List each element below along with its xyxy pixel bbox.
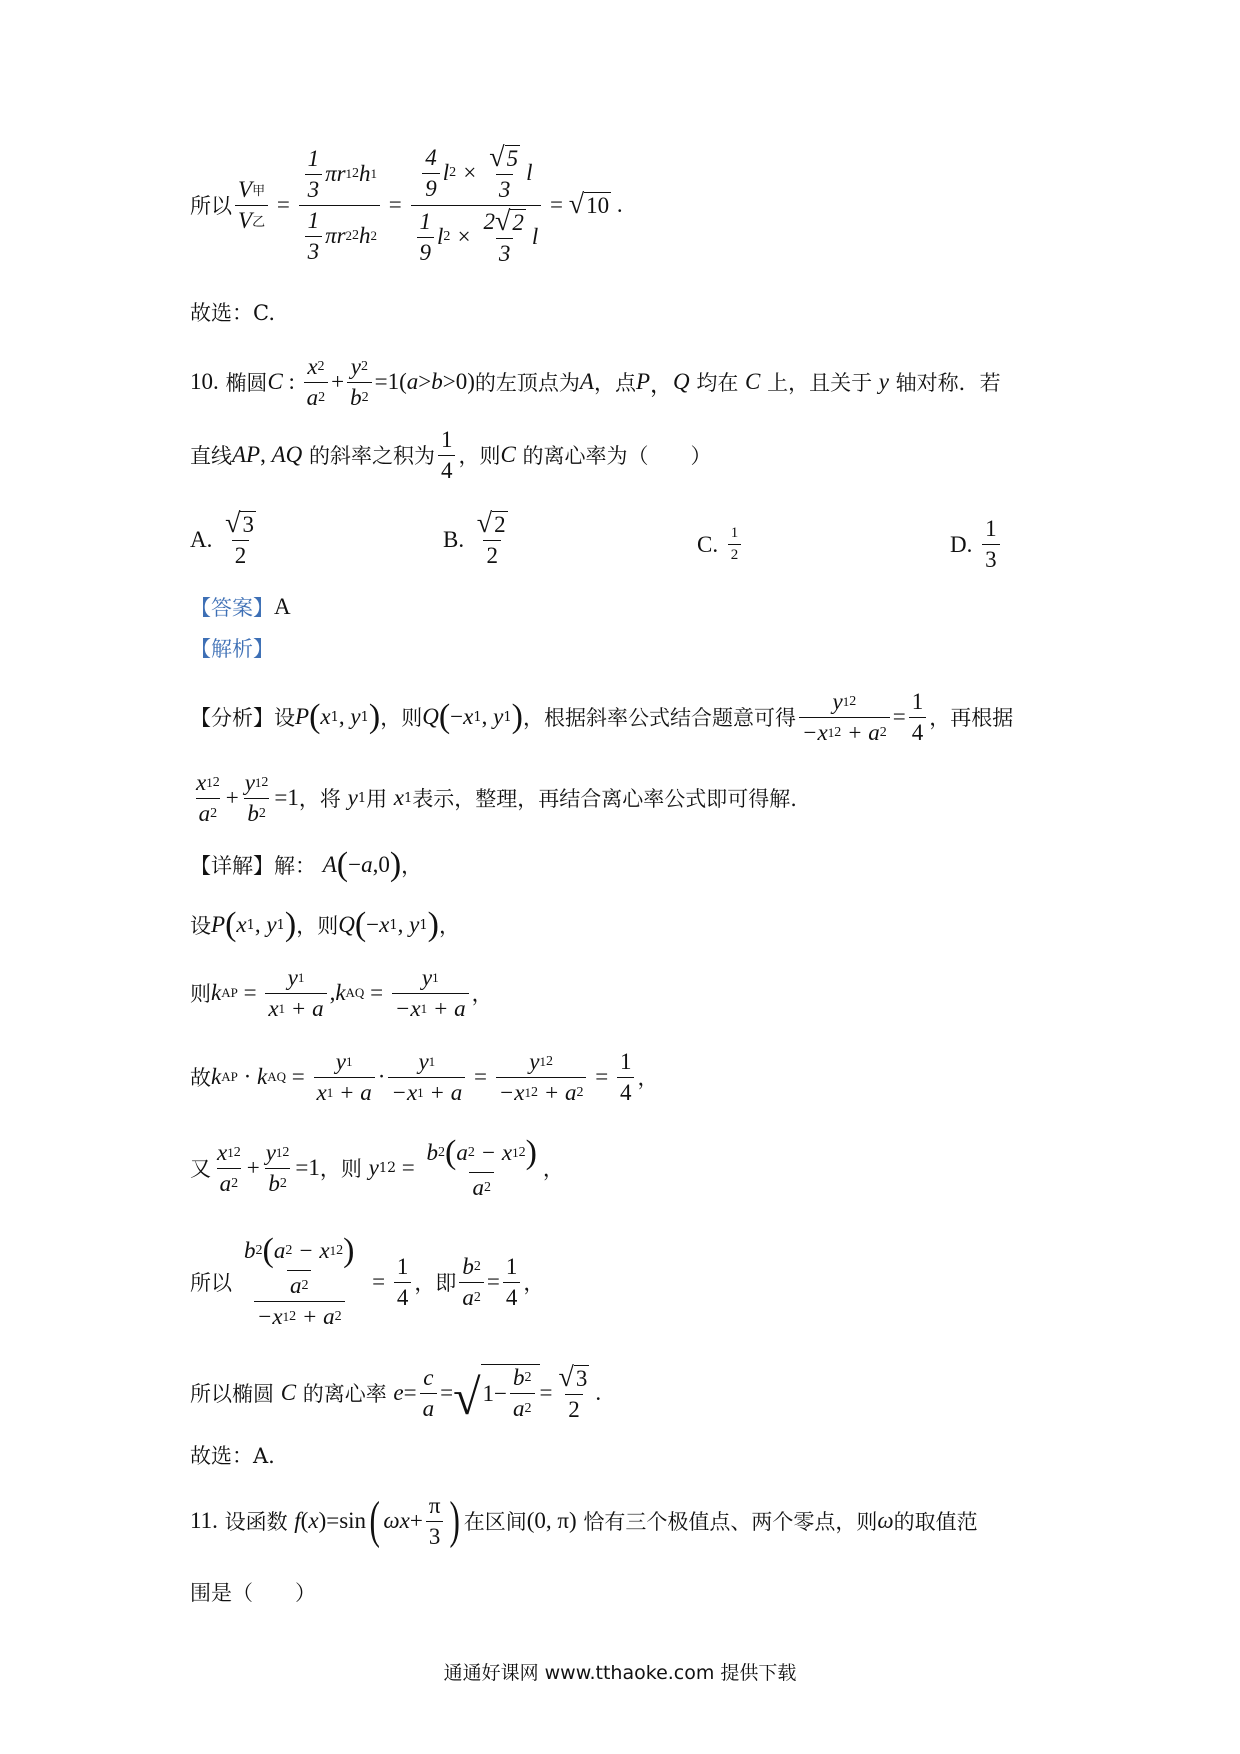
option-c-label: C. bbox=[697, 531, 719, 557]
step6-a: 所以椭圆 bbox=[190, 1382, 274, 1406]
fenxi-4: ，再根据 bbox=[929, 706, 1014, 730]
xiangjie-line: 【详解】 解： A ( − a ,0 ) ， bbox=[190, 846, 423, 883]
step5-line: 所以 b 2 ( a 2 − x 1 2 ) a 2 − x 1 2 + a 2 = $\frac{1}{4}$ ，即 b 2 a 2 = $\frac{1}{4}$ ， bbox=[190, 1232, 545, 1329]
q11-line2: 围是（ ） bbox=[190, 1581, 316, 1605]
xiangjie-1: 解： bbox=[274, 854, 316, 878]
fenxi-tag: 【分析】 bbox=[190, 706, 274, 730]
q11-stem-d: 的取值范 bbox=[893, 1510, 978, 1534]
cone-volume-fraction: $\frac{1}{3}$ πr 1 2 h 1 $\frac{1}{3}$ πr 2 2 h 2 bbox=[299, 146, 380, 265]
numeric-volume-fraction: $\frac{4}{9}$ l 2 × √ 5 3 l $\frac{1}{9}$ l 2 × 2 √ 2 3 l bbox=[411, 144, 542, 267]
step1-b: ，则 bbox=[296, 914, 339, 938]
option-c: C. $\frac{1}{2}$ bbox=[697, 525, 744, 564]
option-d-label: D. bbox=[950, 531, 973, 557]
q10-stem-d: 均在 bbox=[696, 371, 739, 395]
step4-b: ，则 bbox=[319, 1157, 362, 1181]
analysis-tag: 【解析】 bbox=[190, 637, 274, 661]
step1-a: 设 bbox=[190, 914, 211, 938]
option-a-label: A. bbox=[190, 526, 213, 552]
step6-b: 的离心率 bbox=[302, 1382, 387, 1406]
option-b-label: B. bbox=[443, 526, 465, 552]
q11-stem-c: 恰有三个极值点、两个零点，则 bbox=[583, 1510, 878, 1534]
step4-a: 又 bbox=[190, 1157, 211, 1181]
step2-a: 则 bbox=[190, 982, 211, 1006]
xiangjie-tag: 【详解】 bbox=[190, 854, 274, 878]
prev-done bbox=[190, 297, 275, 327]
fenxi-line2: x 1 2 a 2 + y 1 2 b 2 =1 ，将 y 1 用 x 1 表示，整理，再结合离心率公式即可得解. bbox=[196, 769, 797, 826]
q11-stem-b: 在区间 bbox=[463, 1510, 527, 1534]
answer-line bbox=[190, 592, 291, 622]
step6-line: 所以椭圆 C 的离心率 e = $\frac{c}{a}$ = √ 1− b 2 a 2 = √ 3 2 . bbox=[190, 1361, 602, 1425]
fenxi-2: ，则 bbox=[380, 706, 423, 730]
step3-line: 故 k AP · k AQ = y 1 x 1 + a · y 1 − x 1 + a = y 1 2 − x 1 2 + a 2 = $\frac{1}{4}$ ， bbox=[190, 1048, 659, 1105]
option-a: A. √ 3 2 bbox=[190, 508, 254, 568]
fenxi-3: ，根据斜率公式结合题意可得 bbox=[522, 706, 796, 730]
step3-a: 故 bbox=[190, 1066, 211, 1090]
step1-line: 设 P ( x 1 , y 1 ) ，则 Q ( − x 1 , y 1 ) ， bbox=[190, 906, 460, 943]
q10-number: 10. bbox=[190, 369, 219, 394]
fenxi-1: 设 bbox=[274, 706, 295, 730]
q10-answer-choice: 故选：A. bbox=[190, 1444, 275, 1468]
q10-stem-line2: 直线 AP , AQ 的斜率之积为 $\frac{1}{4}$ ，则 C 的离心率为（ ） bbox=[190, 426, 712, 483]
fenxi-7: 表示，整理，再结合离心率公式即可得解. bbox=[412, 787, 797, 811]
q10-done bbox=[190, 1440, 275, 1470]
q10-stem-c: ，点 bbox=[593, 371, 636, 395]
q11-number: 11. bbox=[190, 1508, 218, 1533]
q11-stem-a: 设函数 bbox=[224, 1510, 288, 1534]
step1-c: ， bbox=[438, 914, 460, 938]
option-b: B. √ 2 2 bbox=[443, 508, 506, 568]
q10-line2-a: 直线 bbox=[190, 444, 232, 468]
q10-line2-d: 的离心率为（ ） bbox=[522, 444, 712, 468]
step2-line: 则 k AP = y 1 x 1 + a , k AQ = y 1 − x 1 + a ， bbox=[190, 964, 493, 1021]
q11-stem-line2 bbox=[190, 1577, 316, 1607]
step4-line: 又 x 1 2 a 2 + y 1 2 b 2 =1 ，则 y 1 2 = b 2 ( a 2 − x 1 2 ) a 2 ， bbox=[190, 1133, 564, 1200]
volume-ratio-line: 所以 V 甲 V 乙 = $\frac{1}{3}$ πr 1 2 h 1 $\frac{1}{3}$ πr 2 2 h 2 = $\frac{4}{9}$ l 2 × √ 5 3 l $\frac{1}{9}$ l 2 × 2 √ 2 3 l = √ 10 . bbox=[190, 141, 623, 266]
q10-stem-e: 上，且关于 bbox=[767, 371, 873, 395]
q10-stem-a: 椭圆 bbox=[225, 371, 268, 395]
fenxi-line1: 【分析】 设 P ( x 1 , y 1 ) ，则 Q ( − x 1 , y 1 ) ，根据斜率公式结合题意可得 y 1 2 − x 1 2 + a 2 = $\frac{1}{4}$ ，再根据 bbox=[190, 688, 1014, 745]
q10-line2-b: 的斜率之积为 bbox=[308, 444, 435, 468]
prev-answer-choice: 故选：C. bbox=[190, 301, 275, 325]
volume-ratio-fraction: V 甲 V 乙 bbox=[235, 177, 268, 234]
answer-tag: 【答案】 bbox=[190, 596, 274, 620]
sqrt-10: √ 10 bbox=[568, 189, 610, 220]
q10-stem-b: 的左顶点为 bbox=[474, 371, 580, 395]
q10-line2-c: ，则 bbox=[458, 444, 501, 468]
analysis-heading bbox=[190, 633, 274, 663]
fenxi-6: 用 bbox=[366, 787, 388, 811]
option-d: D. $\frac{1}{3}$ bbox=[950, 516, 1003, 573]
page-footer: 通通好课网 www.tthaoke.com 提供下载 bbox=[443, 1662, 797, 1684]
q10-stem-f: 轴对称．若 bbox=[895, 371, 1001, 395]
suoyi-label: 所以 bbox=[190, 194, 232, 218]
step5-a: 所以 bbox=[190, 1271, 232, 1295]
step5-b: ，即 bbox=[414, 1271, 457, 1295]
fenxi-5: ，将 bbox=[298, 787, 341, 811]
q10-stem-line1: 10. 椭圆 C : x 2 a 2 + y 2 b 2 =1( a > b >0) 的左顶点为 A ，点 P ， Q 均在 C 上，且关于 y 轴对称．若 bbox=[190, 353, 1001, 410]
answer-value: A bbox=[274, 594, 291, 619]
q11-stem-line1: 11. 设函数 f ( x ) =sin ( ωx + $\frac{\pi}{3}$ ) 在区间 (0, π) 恰有三个极值点、两个零点，则 ω 的取值范 bbox=[190, 1492, 978, 1549]
